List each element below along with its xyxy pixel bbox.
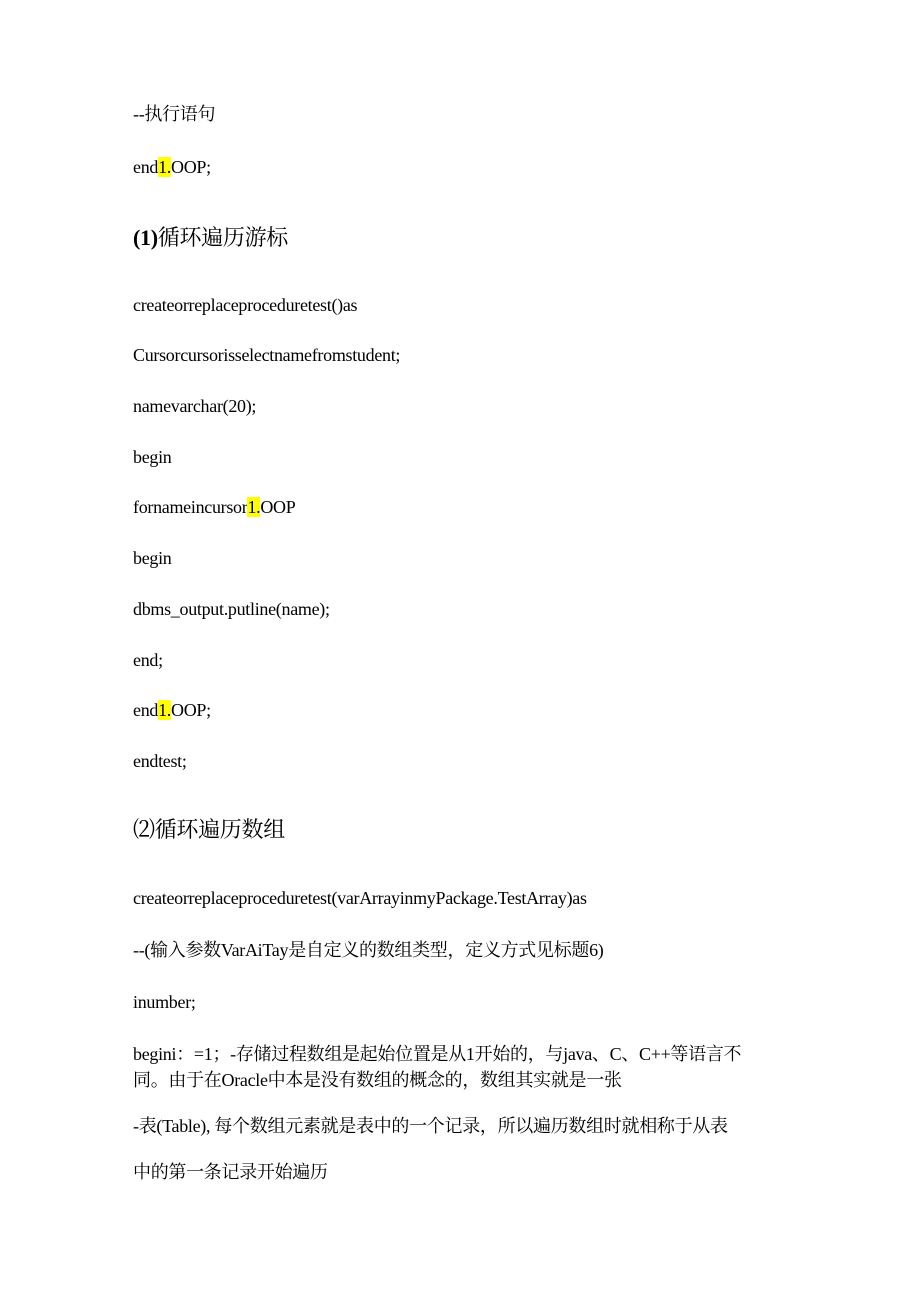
code-dbms-output: dbms_output.putline(name); xyxy=(133,599,330,619)
code-i-number: inumber; xyxy=(133,992,196,1012)
code-text: OOP xyxy=(260,497,296,517)
paragraph-first-record: 中的第一条记录开始遍历 xyxy=(133,1162,328,1182)
code-begin: begin xyxy=(133,447,172,467)
paragraph-array-concept: 同。由于在Oracle中本是没有数组的概念的，数组其实就是一张 xyxy=(133,1070,622,1090)
heading-text: 循环遍历游标 xyxy=(157,225,288,250)
comment-execute-statement: --执行语句 xyxy=(133,104,216,124)
code-text: OOP; xyxy=(171,157,211,177)
code-end-test: endtest; xyxy=(133,751,187,771)
code-cursor-declaration: Cursorcursorisselectnamefromstudent; xyxy=(133,345,401,365)
heading-number: (1) xyxy=(133,225,158,250)
code-begin-inner: begin xyxy=(133,548,172,568)
code-create-procedure-array: createorreplaceproceduretest(varArrayinmyPackage.TestArray)as xyxy=(133,888,587,908)
code-text: end xyxy=(133,700,159,720)
comment-input-param: --(输入参数VarAiTay是自定义的数组类型，定义方式见标题6) xyxy=(133,940,604,960)
highlighted-text: 1. xyxy=(158,157,171,177)
code-text: OOP; xyxy=(171,700,211,720)
code-text: fornameincursor xyxy=(133,497,248,517)
code-end-loop-2 xyxy=(133,698,211,722)
heading-loop-array: ⑵循环遍历数组 xyxy=(133,817,285,842)
heading-loop-cursor xyxy=(133,224,288,252)
paragraph-table-record: -表(Table), 每个数组元素就是表中的一个记录，所以遍历数组时就相称于从表 xyxy=(133,1116,728,1136)
code-for-loop xyxy=(133,495,295,519)
code-end-loop-1 xyxy=(133,155,211,179)
highlighted-text: 1. xyxy=(158,700,171,720)
code-end: end; xyxy=(133,650,163,670)
code-create-procedure: createorreplaceproceduretest()as xyxy=(133,295,358,315)
code-begin-i-assign: begini：=1；-存储过程数组是起始位置是从1开始的，与java、C、C++等语言不 xyxy=(133,1044,742,1064)
highlighted-text: 1. xyxy=(247,497,261,517)
code-name-varchar: namevarchar(20); xyxy=(133,396,257,416)
code-text: end xyxy=(133,157,159,177)
